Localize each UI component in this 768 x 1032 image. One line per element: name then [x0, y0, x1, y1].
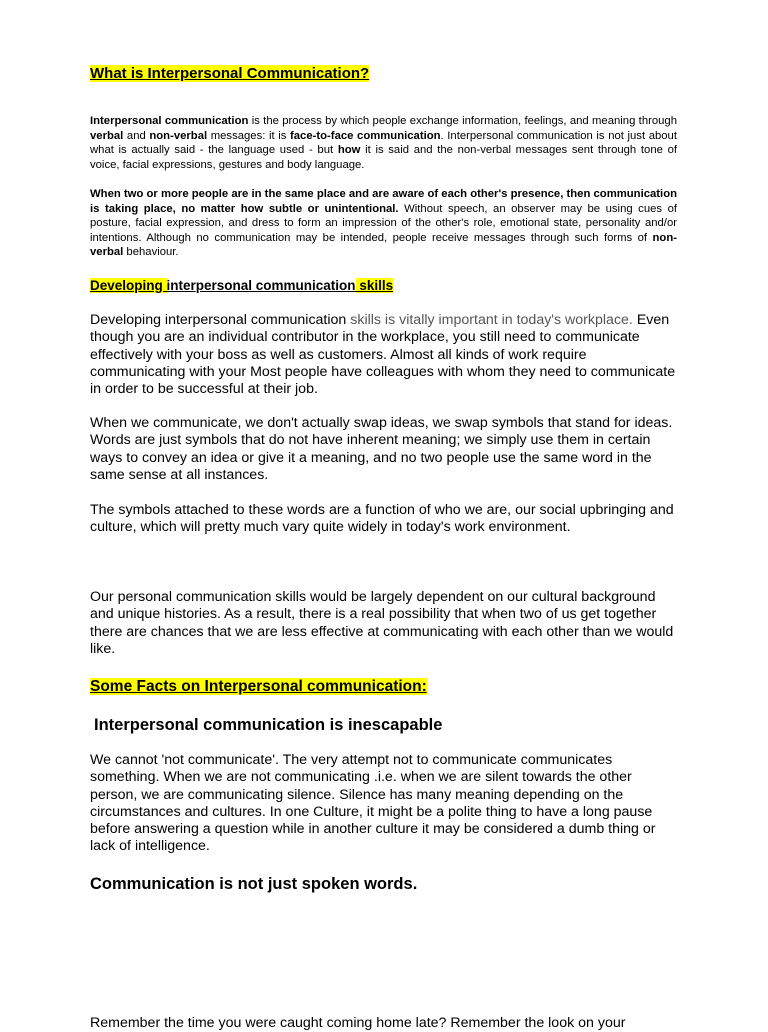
intro-paragraph: Interpersonal communication is the process by which people exchange information, feelings, and meaning through verbal and non-verbal messages: it is face-to-face communication. Interpersonal communication is not just about what is actually said - the language used - but how it is said and the non-verbal messages sent through tone of voice, facial expressions, gestures and body language. [90, 115, 677, 171]
cutoff-line: Remember the time you were caught coming home late? Remember the look on your [90, 1015, 626, 1031]
body-paragraph-5: We cannot 'not communicate'. The very attempt not to communicate communicates something. When we are not communicating .i.e. when we are silent towards the other person, we are communicating silence. Silence has many meaning depending on the circumstances and cultures. In one Culture, it might be a polite thing to have a long pause before answering a question while in another culture it may be considered a dumb thing or lack of intelligence. [90, 752, 656, 855]
page-title: What is Interpersonal Communication? [90, 65, 370, 82]
subheading-spoken-words: Communication is not just spoken words. [90, 875, 418, 893]
body-paragraph-3: The symbols attached to these words are a function of who we are, our social upbringing and culture, which will pretty much vary quite widely in today's work environment. [90, 502, 674, 536]
presence-paragraph: When two or more people are in the same place and are aware of each other's presence, then communication is taking place, no matter how subtle or unintentional. Without speech, an observer may be using cues of posture, facial expression, and dress to form an impression of the other's role, emotional state, personality and/or intentions. Although no communication may be intended, people receive messages through such forms of non-verbal behaviour. [90, 188, 677, 259]
body-paragraph-4: Our personal communication skills would be largely dependent on our cultural background and unique histories. As a result, there is a real possibility that when two of us get together there are chances that we are less effective at communicating with each other than we would like. [90, 589, 674, 657]
section-heading-developing: Developing interpersonal communication skills [90, 278, 394, 293]
body-paragraph-2: When we communicate, we don't actually swap ideas, we swap symbols that stand for ideas. Words are just symbols that do not have inherent meaning; we simply use them in certain ways to convey an idea or give it a meaning, and no two people use the same word in the same sense at all instances. [90, 415, 673, 483]
section-heading-facts: Some Facts on Interpersonal communication: [90, 678, 427, 695]
body-paragraph-1: Developing interpersonal communication skills is vitally important in today's workplace. Even though you are an individual contributor in the workplace, you still need to communicate effectively with your boss as well as customers. Almost all kinds of work require communicating with your Most people have colleagues with whom they need to communicate in order to be successful at their job. [90, 312, 676, 398]
subheading-inescapable: Interpersonal communication is inescapable [94, 716, 443, 734]
